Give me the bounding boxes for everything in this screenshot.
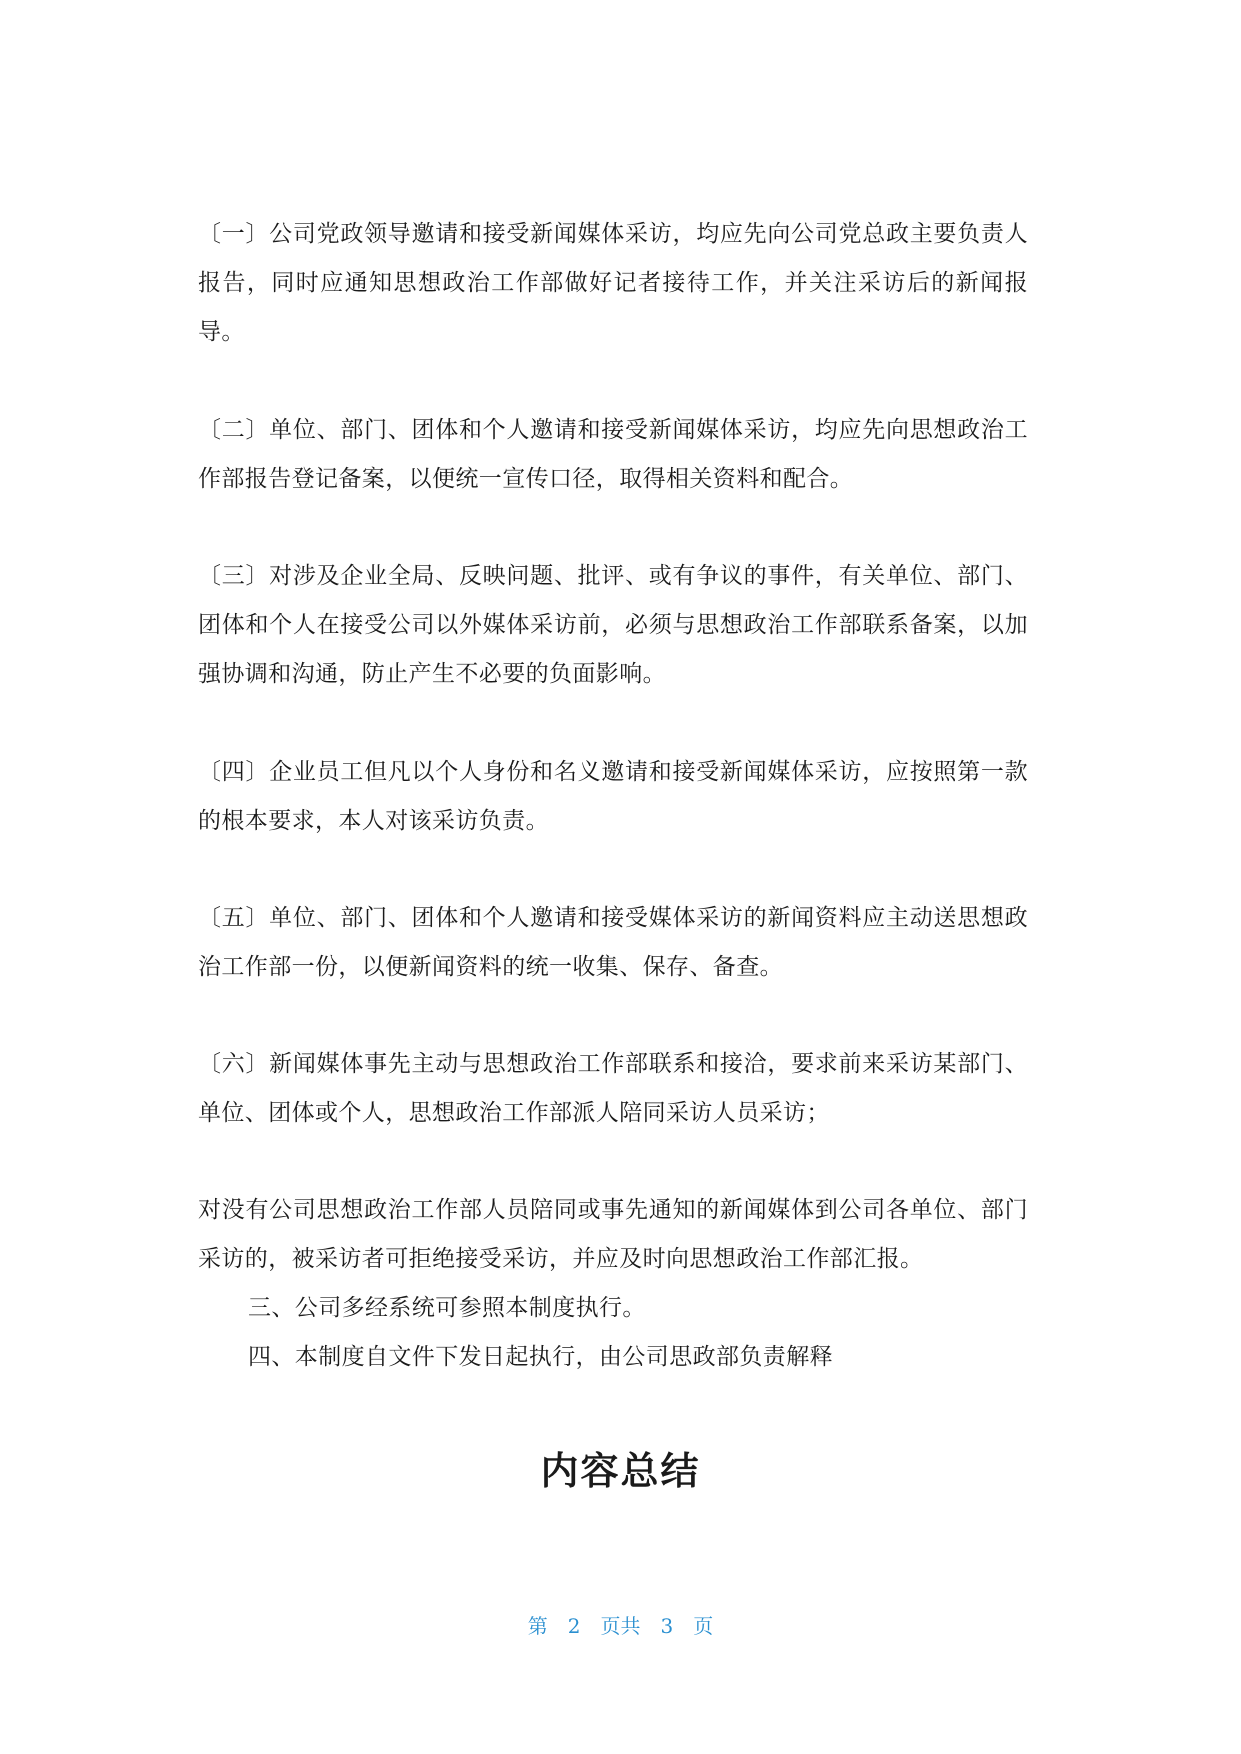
clause-4-paragraph: 〔四〕企业员工但凡以个人身份和名义邀请和接受新闻媒体采访，应按照第一款的根本要求，本人对该采访负责。 [198,759,1028,834]
footer-mid: 页共 [600,1614,641,1638]
clause-5-paragraph: 〔五〕单位、部门、团体和个人邀请和接受媒体采访的新闻资料应主动送思想政治工作部一份，以便新闻资料的统一收集、保存、备查。 [198,905,1028,980]
total-pages-number: 3 [660,1614,674,1638]
summary-title: 内容总结 [540,1449,701,1493]
item-3-paragraph: 三、公司多经系统可参照本制度执行。 [248,1295,646,1321]
clause-3-paragraph: 〔三〕对涉及企业全局、反映问题、批评、或有争议的事件，有关单位、部门、团体和个人在接受公司以外媒体采访前，必须与思想政治工作部联系备案，以加强协调和沟通，防止产生不必要的负面影响。 [198,563,1028,687]
footer-suffix: 页 [693,1614,714,1638]
current-page-number: 2 [567,1614,581,1638]
page-footer [0,1610,1241,1639]
clause-6-paragraph: 〔六〕新闻媒体事先主动与思想政治工作部联系和接洽，要求前来采访某部门、单位、团体或个人，思想政治工作部派人陪同采访人员采访； [198,1051,1028,1126]
footer-prefix: 第 [527,1614,548,1638]
clause-2-paragraph: 〔二〕单位、部门、团体和个人邀请和接受新闻媒体采访，均应先向思想政治工作部报告登记备案，以便统一宣传口径，取得相关资料和配合。 [198,417,1028,492]
unaccompanied-media-paragraph: 对没有公司思想政治工作部人员陪同或事先通知的新闻媒体到公司各单位、部门采访的，被采访者可拒绝接受采访，并应及时向思想政治工作部汇报。 [198,1197,1028,1272]
item-4-paragraph: 四、本制度自文件下发日起执行，由公司思政部负责解释 [248,1344,833,1370]
clause-1-paragraph: 〔一〕公司党政领导邀请和接受新闻媒体采访，均应先向公司党总政主要负责人报告，同时应通知思想政治工作部做好记者接待工作，并关注采访后的新闻报导。 [198,221,1028,345]
